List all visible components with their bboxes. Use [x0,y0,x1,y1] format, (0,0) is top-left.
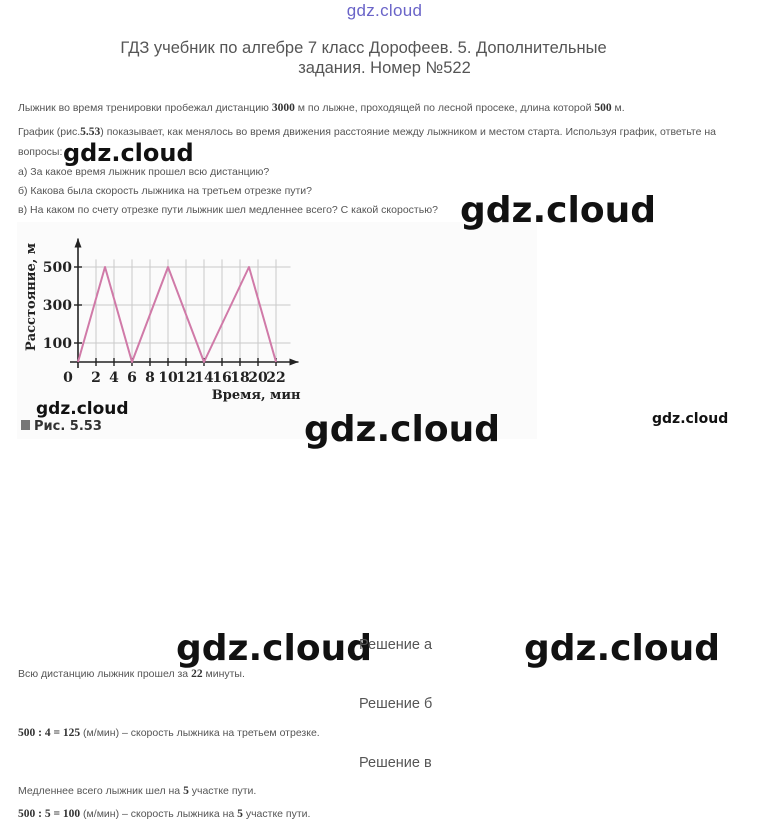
sol-c-formula: 500 : 5 = 100 [18,808,81,820]
solution-c-heading: Решение в [359,755,432,771]
sol-c-text-b: участке пути. [188,785,257,797]
x-tick-label: 14 [194,370,214,386]
problem-paragraph-2 [18,125,758,139]
x-tick-label: 10 [158,370,178,386]
p2-text-b: ) показывает, как менялось во время движения расстояние между лыжником и местом старта. Используя график, ответьте на [100,126,716,138]
solution-a-heading: Решение а [359,637,433,653]
title-line-1: ГДЗ учебник по алгебре 7 класс Дорофеев. 5. Дополнительные [120,39,607,57]
x-tick-label: 12 [176,370,196,386]
sol-c-number: 5 [183,785,189,797]
x-tick-label: 22 [266,370,286,386]
solution-c-formula-line [18,807,310,821]
watermark: gdz.cloud [524,628,720,669]
x-axis-arrow [290,359,299,366]
watermark: gdz.cloud [652,411,729,427]
caption-marker [21,420,30,430]
sol-a-number: 22 [191,668,203,680]
figure-caption: Рис. 5.53 [34,419,102,434]
sol-b-formula: 500 : 4 = 125 [18,727,81,739]
y-tick-label: 300 [42,298,72,314]
question-b: б) Какова была скорость лыжника на третьем отрезке пути? [18,185,313,197]
x-tick-label: 16 [212,370,232,386]
solution-c-text [18,784,256,798]
x-tick-label: 18 [230,370,250,386]
solution-a-text [18,667,245,681]
sol-a-text-b: минуты. [202,668,245,680]
watermark: gdz.cloud [36,399,129,419]
p1-text-b: м по лыжне, проходящей по лесной просеке, длина которой [294,102,595,114]
p2-text-a: График (рис. [18,126,81,138]
x-tick-label: 4 [109,370,119,386]
page-title [0,38,769,78]
watermark: gdz.cloud [176,628,372,669]
question-c: в) На каком по счету отрезке пути лыжник шел медленнее всего? С какой скоростью? [18,204,438,216]
y-tick-label: 100 [42,336,72,352]
watermark: gdz.cloud [63,139,194,167]
x-axis-title: Время, мин [211,388,301,403]
problem-paragraph-2-cont: вопросы: [18,146,63,158]
sol-c-formula-end: участке пути. [242,808,311,820]
sol-c-text-a: Медленнее всего лыжник шел на [18,785,184,797]
title-line-2: задания. Номер №522 [298,59,471,77]
x-tick-label: 8 [145,370,155,386]
data-series-line [78,267,276,362]
p1-text-c: м. [611,102,625,114]
y-axis-arrow [75,239,82,248]
x-tick-label: 20 [248,370,268,386]
site-logo[interactable]: gdz.cloud [346,1,423,20]
solution-b-heading: Решение б [359,696,433,712]
sol-b-text: (м/мин) – скорость лыжника на третьем отрезке. [80,727,320,739]
solution-b-text [18,726,320,740]
p1-text-a: Лыжник во время тренировки пробежал дистанцию [18,102,272,114]
sol-c-number-2: 5 [237,808,243,820]
p2-figure-ref: 5.53 [80,126,101,138]
question-a: а) За какое время лыжник прошел всю дистанцию? [18,166,270,178]
problem-paragraph-1 [18,101,625,115]
y-axis-title: Расстояние, м [24,242,39,352]
x-tick-label: 2 [91,370,101,386]
x-tick-label: 6 [127,370,137,386]
p1-distance: 3000 [271,102,295,114]
sol-c-formula-text: (м/мин) – скорость лыжника на [80,808,238,820]
p1-length: 500 [594,102,612,114]
x-tick-label: 0 [63,370,73,386]
watermark: gdz.cloud [460,190,656,231]
watermark: gdz.cloud [304,409,500,450]
y-tick-label: 500 [42,260,72,276]
sol-a-text-a: Всю дистанцию лыжник прошел за [18,668,192,680]
